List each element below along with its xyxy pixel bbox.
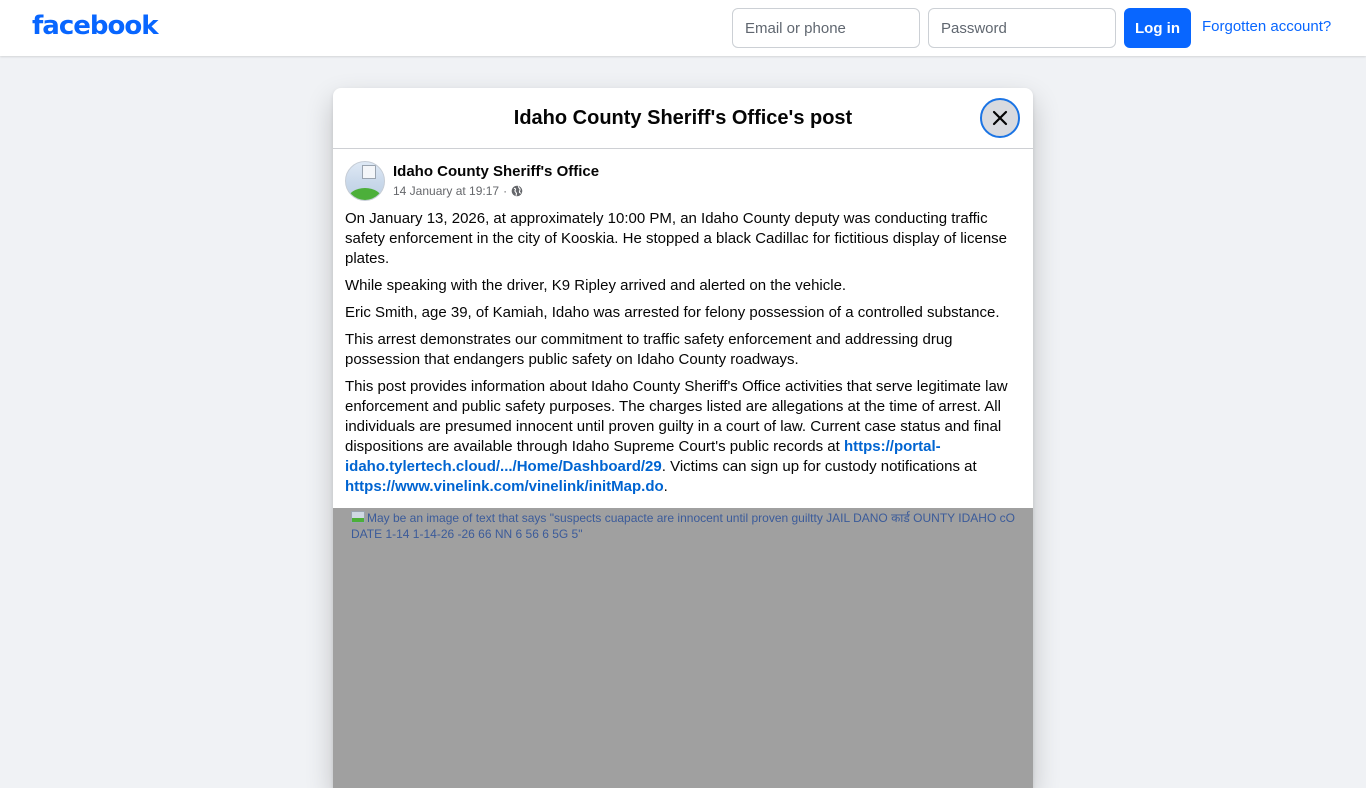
close-icon <box>990 108 1010 128</box>
top-navigation-bar <box>0 0 1366 56</box>
log-in-button[interactable]: Log in <box>1124 8 1191 48</box>
password-input[interactable] <box>928 8 1116 48</box>
globe-icon <box>511 185 523 197</box>
dialog-title: Idaho County Sheriff's Office's post <box>513 107 853 129</box>
broken-image-icon <box>351 511 365 523</box>
image-alt-text: May be an image of text that says "suspects cuapacte are innocent until proven guiltty JAIL DANO कार्ड OUNTY IDAHO cO DATE 1-14 1-14-26 -26 66 NN 6 56 6 5G 5" <box>351 511 1015 541</box>
post-dialog <box>333 88 1033 788</box>
meta-separator: · <box>503 184 508 198</box>
post-paragraph: While speaking with the driver, K9 Ripley arrived and alerted on the vehicle. <box>345 277 847 294</box>
post-paragraph: On January 13, 2026, at approximately 10:00 PM, an Idaho County deputy was conducting traffic safety enforcement in the city of Kooskia. He stopped a black Cadillac for fictitious display of license plates. <box>345 210 1007 267</box>
post-timestamp[interactable]: 14 January at 19:17 <box>393 184 500 198</box>
post-author-name[interactable]: Idaho County Sheriff's Office <box>393 163 600 180</box>
post-header <box>333 149 1033 201</box>
broken-image-icon <box>362 165 376 179</box>
court-records-link[interactable]: https://portal-idaho.tylertech.cloud/.../Home/Dashboard/29 <box>345 438 941 475</box>
email-or-phone-input[interactable] <box>732 8 920 48</box>
facebook-logo[interactable]: facebook <box>32 11 158 41</box>
post-disclaimer: This post provides information about Idaho County Sheriff's Office activities that serve legitimate law enforcement and public safety purposes. The charges listed are allegations at the time of arrest. All individuals are presumed innocent until proven guilty in a court of law. Current case status and final dispositions are available through Idaho Supreme Court's public records at https://portal-idaho.tylertech.cloud/.../Home/Dashboard/29. Victims can sign up for custody notifications at https://www.vinelink.com/vinelink/initMap.do. <box>345 378 1008 495</box>
forgotten-account-link[interactable]: Forgotten account? <box>1202 18 1332 35</box>
close-button[interactable] <box>980 98 1020 138</box>
page-avatar[interactable] <box>345 161 385 201</box>
post-paragraph: This arrest demonstrates our commitment to traffic safety enforcement and addressing drug possession that endangers public safety on Idaho County roadways. <box>345 331 953 368</box>
dialog-header <box>333 88 1033 149</box>
vinelink-link[interactable]: https://www.vinelink.com/vinelink/initMap.do <box>345 478 664 495</box>
post-meta <box>393 184 523 198</box>
post-text <box>333 201 1033 497</box>
post-image[interactable] <box>333 508 1033 788</box>
post-paragraph: Eric Smith, age 39, of Kamiah, Idaho was arrested for felony possession of a controlled substance. <box>345 304 1000 321</box>
